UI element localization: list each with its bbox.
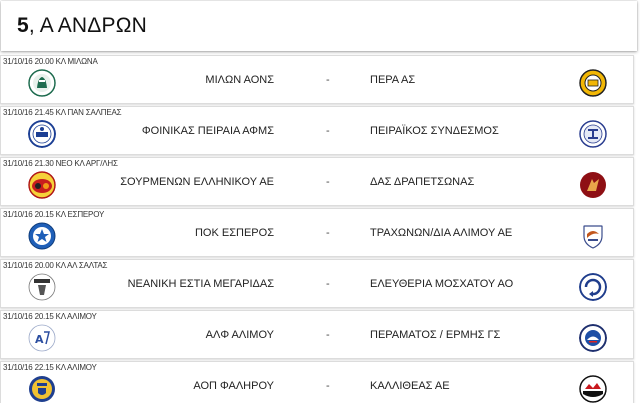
match-info: 31/10/16 20.15 ΚΛ ΑΛΙΜΟΥ bbox=[3, 312, 97, 321]
pera-logo bbox=[579, 69, 607, 97]
home-team: ΣΟΥΡΜΕΝΩΝ ΕΛΛΗΝΙΚΟΥ ΑΕ bbox=[120, 176, 274, 188]
home-team: ΜΙΛΩΝ ΑΟΝΣ bbox=[205, 74, 274, 86]
match-info: 31/10/16 22.15 ΚΛ ΑΛΙΜΟΥ bbox=[3, 363, 97, 372]
trachonon-logo bbox=[579, 222, 607, 250]
vs-separator: - bbox=[326, 176, 330, 188]
group-number: 5 bbox=[17, 14, 29, 37]
away-team: ΠΕΡΑ ΑΣ bbox=[370, 74, 416, 86]
svg-text:A: A bbox=[35, 333, 44, 346]
vs-separator: - bbox=[326, 74, 330, 86]
match-info: 31/10/16 21.45 ΚΛ ΠΑΝ ΣΑΛΠΕΑΣ bbox=[3, 108, 122, 117]
group-header bbox=[1, 1, 637, 51]
group-title bbox=[17, 14, 147, 38]
peramatos-logo bbox=[579, 324, 607, 352]
milon-logo bbox=[28, 69, 56, 97]
eleftheria-logo bbox=[579, 273, 607, 301]
match-info: 31/10/16 20.00 ΚΛ ΜΙΛΩΝΑ bbox=[3, 57, 98, 66]
vs-separator: - bbox=[326, 329, 330, 341]
away-team: ΠΕΡΑΜΑΤΟΣ / ΕΡΜΗΣ ΓΣ bbox=[370, 329, 501, 341]
peiraikos-logo bbox=[579, 120, 607, 148]
das-drapetsonas-logo bbox=[579, 171, 607, 199]
kallitheas-logo bbox=[579, 375, 607, 403]
home-team: ΠΟΚ ΕΣΠΕΡΟΣ bbox=[194, 227, 274, 239]
match-row bbox=[0, 55, 634, 104]
away-team: ΚΑΛΛΙΘΕΑΣ ΑΕ bbox=[370, 380, 450, 392]
match-row bbox=[0, 106, 634, 155]
group-name: , Α ΑΝΔΡΩΝ bbox=[28, 14, 147, 37]
match-list bbox=[0, 55, 634, 403]
home-team: ΝΕΑΝΙΚΗ ΕΣΤΙΑ ΜΕΓΑΡΙΔΑΣ bbox=[127, 278, 274, 290]
vs-separator: - bbox=[326, 125, 330, 137]
match-row bbox=[0, 208, 634, 257]
match-info: 31/10/16 20.15 ΚΛ ΕΣΠΕΡΟΥ bbox=[3, 210, 105, 219]
match-row bbox=[0, 310, 634, 359]
match-row bbox=[0, 361, 634, 403]
aop-falirou-logo bbox=[28, 375, 56, 403]
match-info: 31/10/16 20.00 ΚΛ ΑΛ ΣΑΛΤΑΣ bbox=[3, 261, 108, 270]
match-info: 31/10/16 21.30 ΝΕΟ ΚΛ ΑΡΓ/ΛΗΣ bbox=[3, 159, 118, 168]
away-team: ΤΡΑΧΩΝΩΝ/ΔΙΑ ΑΛΙΜΟΥ ΑΕ bbox=[370, 227, 513, 239]
alf-alimou-logo bbox=[28, 324, 56, 352]
away-team: ΠΕΙΡΑΪΚΟΣ ΣΥΝΔΕΣΜΟΣ bbox=[370, 125, 499, 137]
vs-separator: - bbox=[326, 227, 330, 239]
match-row bbox=[0, 259, 634, 308]
vs-separator: - bbox=[326, 278, 330, 290]
vs-separator: - bbox=[326, 380, 330, 392]
pok-esperos-logo bbox=[28, 222, 56, 250]
match-row bbox=[0, 157, 634, 206]
sourmenon-logo bbox=[28, 171, 56, 199]
home-team: ΑΛΦ ΑΛΙΜΟΥ bbox=[205, 329, 274, 341]
home-team: ΑΟΠ ΦΑΛΗΡΟΥ bbox=[193, 380, 274, 392]
neaniki-estia-logo bbox=[28, 273, 56, 301]
foinikas-logo bbox=[28, 120, 56, 148]
away-team: ΕΛΕΥΘΕΡΙΑ ΜΟΣΧΑΤΟΥ ΑΟ bbox=[370, 278, 514, 290]
home-team: ΦΟΙΝΙΚΑΣ ΠΕΙΡΑΙΑ ΑΦΜΣ bbox=[141, 125, 274, 137]
away-team: ΔΑΣ ΔΡΑΠΕΤΣΩΝΑΣ bbox=[370, 176, 475, 188]
